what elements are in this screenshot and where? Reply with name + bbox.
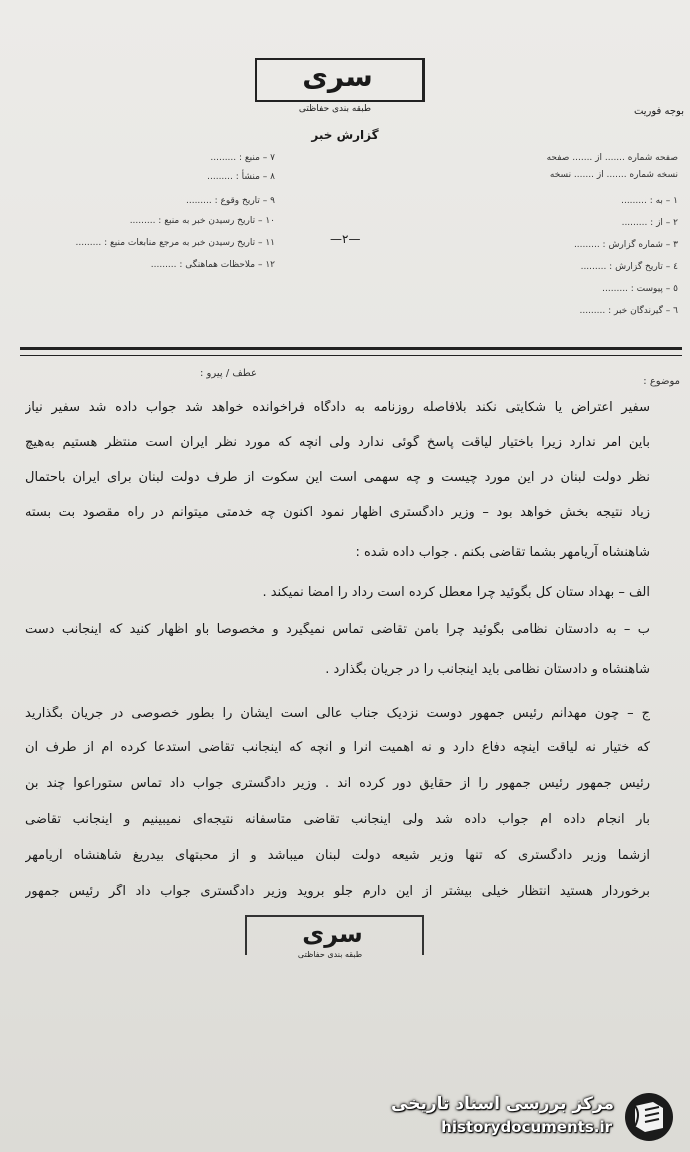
- body-line: باین امر ندارد زیرا باختیار لیاقت پاسخ گوئی ندارد ولی آنچه که مورد نظر ایران است منتظر هستیم به‌هیچ: [25, 435, 650, 450]
- field-from: ٢ – از : .........: [621, 218, 678, 228]
- field-report-date: ٤ – تاریخ گزارش : .........: [580, 262, 678, 272]
- body-line: که ختیار نه لیاقت اینچه دفاع دارد و نه اهمیت آنرا و آنچه که اینجانب تقاضی استدعا کرده ام از طرف آن: [25, 740, 650, 755]
- body-line: نظر دولت لبنان در این مورد چیست و چه سهمی است این سکوت از طرف دولت لبنان برای ایران باحتمال: [25, 470, 650, 485]
- watermark-title: مرکز بررسی اسناد تاریخی: [391, 1094, 614, 1114]
- field-to: ١ – به : .........: [621, 196, 678, 206]
- field-source: ٧ – منبع : .........: [210, 153, 275, 163]
- classification-stamp: سری: [302, 60, 373, 93]
- header-divider-thick: [20, 347, 682, 350]
- header-divider-thin: [20, 355, 682, 356]
- field-attachment: ٥ – پیوست : .........: [602, 284, 678, 294]
- priority-label: بوجه فوریت: [633, 106, 684, 117]
- field-page-number: صفحه شماره ....... از ....... صفحه: [546, 153, 678, 163]
- report-title: گزارش خبر: [311, 128, 379, 142]
- field-copy-number: نسخه شماره ....... از ....... نسخه: [549, 170, 678, 180]
- watermark-url[interactable]: historydocuments.ir: [441, 1118, 612, 1136]
- body-line: شاهنشاه و دادستان نظامی باید اینجانب را در جریان بگذارد .: [325, 662, 650, 677]
- field-occurrence-date: ٩ – تاریخ وقوع : .........: [185, 196, 275, 206]
- body-line: سفیر اعتراض یا شکایتی نکند بلافاصله روزنامه به دادگاه فراخوانده خواهد شد جواب داده شد سفیر نیاز: [25, 400, 650, 415]
- field-coordination-notes: ١٢ – ملاحظات هماهنگی : .........: [150, 260, 275, 270]
- bottom-classification-subtitle: طبقه بندی حفاظتی: [297, 950, 363, 959]
- field-report-number: ٣ – شماره گزارش : .........: [573, 240, 678, 250]
- field-news-receipt-date: ١٠ – تاریخ رسیدن خبر به منبع : .........: [129, 216, 275, 226]
- subject-label: موضوع :: [643, 376, 680, 387]
- body-line: الف – بهداد ستان کل بگوئید چرا معطل کرده است رداد را امضا نمیکند .: [262, 585, 650, 600]
- field-origin: ٨ – منشأ : .........: [207, 172, 275, 182]
- body-line: زیاد نتیجه بخش خواهد بود – وزیر دادگستری اظهار نمود اکنون چه خدمتی میتوانم در راه مقصود بت بسته: [25, 505, 650, 520]
- bottom-classification-stamp: سری: [302, 920, 363, 948]
- body-line: بار انجام داده ام جواب داده شد ولی اینجانب تقاضی متاسفانه نتیجه‌ای نمیبینیم و اینجانب تقاضی: [25, 812, 650, 827]
- body-line: شاهنشاه آریامهر بشما تقاضی بکنم . جواب داده شده :: [355, 545, 650, 560]
- body-line: ب – به دادستان نظامی بگوئید چرا بامن تقاضی تماس نمیگیرد و مخصوصا باو اظهار کنید که اینجانب دست: [25, 622, 650, 637]
- page-marker: —٢—: [330, 232, 361, 246]
- body-line: رئیس جمهور رئیس جمهور را از حقایق دور کرده اند . وزیر دادگستری جواب داد تماس ستوراعوا چند بن: [25, 776, 650, 791]
- reference-label: عطف / پیرو :: [200, 368, 257, 379]
- field-reference-receipt-date: ١١ – تاریخ رسیدن خبر به مرجع منابعات منبع : .........: [75, 238, 275, 248]
- body-line: ازشما وزیر دادگستری که تنها وزیر شیعه دولت لبنان میباشد و از محبتهای بیدریغ شاهنشاه آریامهر: [25, 848, 650, 863]
- body-line: ج – چون مهدانم رئیس جمهور دوست نزدیک جناب عالی است ایشان را بطور خصوصی در جریان بگذارید: [25, 706, 650, 721]
- classification-subtitle: طبقه بندی حفاظتی: [298, 104, 372, 114]
- body-line: برخوردار هستید انتظار خیلی بیشتر از این دارم جلو بروید وزیر دادگستری جواب داد اگر رئیس جمهور: [25, 884, 650, 899]
- field-recipients: ٦ – گیرندگان خبر : .........: [579, 306, 678, 316]
